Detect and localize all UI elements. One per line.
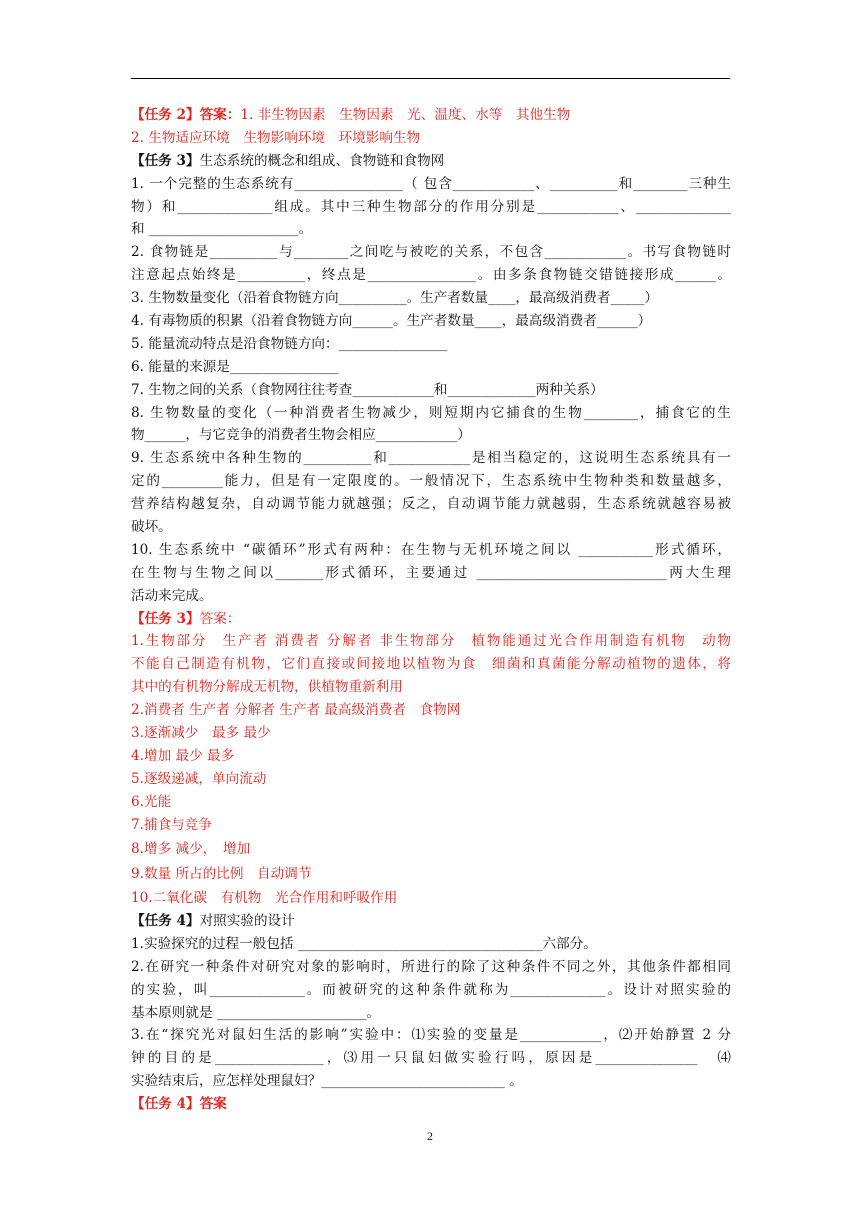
text-run: 8.增多 减少， 增加 bbox=[131, 841, 251, 858]
text-line bbox=[131, 768, 731, 791]
text-line bbox=[131, 956, 731, 979]
text-run: 2.消费者 生产者 分解者 生产者 最高级消费者 食物网 bbox=[131, 702, 461, 719]
text-run: 【任务 3】 bbox=[131, 610, 200, 627]
text-line bbox=[131, 516, 731, 539]
text-line bbox=[131, 356, 731, 379]
text-run: 10.二氧化碳 有机物 光合作用和呼吸作用 bbox=[131, 890, 398, 907]
page-number: 2 bbox=[427, 1129, 433, 1143]
text-run: 5. 能量流动特点是沿食物链方向：________________ bbox=[131, 335, 448, 352]
text-run: 物______，与它竞争的消费者生物会相应____________） bbox=[131, 427, 471, 444]
text-line bbox=[131, 863, 731, 886]
text-line bbox=[131, 127, 731, 150]
text-run: 活动来完成。 bbox=[131, 587, 213, 604]
text-line bbox=[131, 933, 731, 956]
text-line bbox=[131, 218, 731, 241]
text-line bbox=[131, 1093, 731, 1116]
text-line bbox=[131, 979, 731, 1002]
text-run: 其中的有机物分解成无机物，供植物重新利用 bbox=[131, 679, 403, 696]
text-line bbox=[131, 1002, 731, 1025]
text-line bbox=[131, 470, 731, 493]
text-line bbox=[131, 402, 731, 425]
text-line bbox=[131, 104, 731, 127]
text-run: 对照实验的设计 bbox=[199, 912, 295, 929]
text-run: 营养结构越复杂，自动调节能力就越强；反之，自动调节能力就越弱，生态系统就越容易被 bbox=[131, 496, 731, 513]
text-line bbox=[131, 310, 731, 333]
text-line bbox=[131, 745, 731, 768]
text-run: 破坏。 bbox=[131, 519, 172, 536]
text-run: 1. 一个完整的生态系统有________________（ 包含____________、__________和________三种生 bbox=[131, 175, 731, 192]
text-run: 4.增加 最少 最多 bbox=[131, 747, 235, 764]
text-run: 实验结束后，应怎样处理鼠妇？___________________________ 。 bbox=[131, 1073, 523, 1090]
text-line bbox=[131, 791, 731, 814]
text-line bbox=[131, 838, 731, 861]
text-run: 在生物与生物之间以_______形式循环，主要通过 ____________________________两大生理 bbox=[131, 564, 731, 581]
text-run: 3.逐渐减少 最多 最少 bbox=[131, 725, 271, 742]
text-line bbox=[131, 1047, 731, 1070]
text-run: 2. 食物链是__________与________之间吃与被吃的关系，不包含____________。书写食物链时 bbox=[131, 244, 731, 261]
text-run: 【任务 3】 bbox=[131, 152, 200, 169]
text-run: 4. 有毒物质的积累（沿着食物链方向______。生产者数量____，最高级消费者______） bbox=[131, 313, 652, 330]
text-run: 定的_________能力，但是有一定限度的。一般情况下，生态系统中生物种类和数量越多， bbox=[131, 473, 731, 490]
text-line bbox=[131, 493, 731, 516]
text-line bbox=[131, 887, 731, 910]
text-run: 7. 生物之间的关系（食物网往往考查____________和_____________两种关系） bbox=[131, 381, 604, 398]
text-run: 2.在研究一种条件对研究对象的影响时，所进行的除了这种条件不同之外，其他条件都相同 bbox=[131, 958, 731, 975]
text-line bbox=[131, 630, 731, 653]
text-line bbox=[131, 333, 731, 356]
text-line bbox=[131, 676, 731, 699]
text-line bbox=[131, 910, 731, 933]
text-line bbox=[131, 722, 731, 745]
text-line bbox=[131, 1024, 731, 1047]
text-line bbox=[131, 196, 731, 219]
text-run: 5.逐级递减，单向流动 bbox=[131, 770, 267, 787]
text-run: 钟的目的是________________，⑶用一只鼠妇做实验行吗，原因是_______________ ⑷ bbox=[131, 1050, 731, 1067]
text-run: 1.实验探究的过程一般包括 ____________________________________六部分。 bbox=[131, 935, 597, 952]
text-run: 7.捕食与竞争 bbox=[131, 816, 212, 833]
text-line bbox=[131, 379, 731, 402]
header-rule bbox=[131, 78, 730, 79]
text-line bbox=[131, 608, 731, 631]
text-line bbox=[131, 562, 731, 585]
text-line bbox=[131, 1070, 731, 1093]
text-run: 9.数量 所占的比例 自动调节 bbox=[131, 865, 312, 882]
text-run: 物）和______________组成。其中三种生物部分的作用分别是____________、______________ bbox=[131, 198, 731, 215]
text-run: 基本原则就是 ______________________。 bbox=[131, 1004, 381, 1021]
text-run: 注意起点始终是__________，终点是________________。由多条食物链交错链接形成______。 bbox=[131, 267, 731, 284]
text-run: 答案： bbox=[199, 610, 241, 627]
text-run: 不能自己制造有机物，它们直接或间接地以植物为食 细菌和真菌能分解动植物的遗体，将 bbox=[131, 656, 731, 673]
text-line bbox=[131, 447, 731, 470]
text-line bbox=[131, 264, 731, 287]
text-run: 【任务 4】答案 bbox=[131, 1096, 227, 1113]
text-run: 10. 生态系统中 “碳循环”形式有两种：在生物与无机环境之间以 ___________形式循环， bbox=[131, 541, 731, 558]
text-line bbox=[131, 814, 731, 837]
text-run: 2. 生物适应环境 生物影响环境 环境影响生物 bbox=[131, 129, 421, 146]
text-run: 【任务 4】 bbox=[131, 912, 200, 929]
text-line bbox=[131, 424, 731, 447]
text-line bbox=[131, 653, 731, 676]
text-line bbox=[131, 585, 731, 608]
text-run: 的实验，叫______________。而被研究的这种条件就称为______________。设计对照实验的 bbox=[131, 981, 731, 998]
text-run: 3. 生物数量变化（沿着食物链方向__________。生产者数量____，最高级消费者_____） bbox=[131, 290, 659, 307]
text-run: 3.在“探究光对鼠妇生活的影响”实验中：⑴实验的变量是____________，⑵开始静置 2 分 bbox=[131, 1027, 731, 1044]
text-line bbox=[131, 241, 731, 264]
text-run: 和 ______________________。 bbox=[131, 221, 313, 238]
text-line bbox=[131, 539, 731, 562]
text-line bbox=[131, 699, 731, 722]
text-run: 1.生物部分 生产者 消费者 分解者 非生物部分 植物能通过光合作用制造有机物 动物 bbox=[131, 633, 731, 650]
text-run: 生态系统的概念和组成、食物链和食物网 bbox=[199, 152, 445, 169]
text-run: 【任务 2】答案： bbox=[131, 107, 241, 123]
text-run: 6.光能 bbox=[131, 793, 172, 810]
text-run: 8. 生物数量的变化（一种消费者生物减少，则短期内它捕食的生物________，捕食它的生 bbox=[131, 404, 731, 421]
document-body bbox=[131, 104, 731, 1116]
text-line bbox=[131, 287, 731, 310]
text-run: 9. 生态系统中各种生物的__________和____________是相当稳定的，这说明生态系统具有一 bbox=[131, 450, 731, 467]
text-line bbox=[131, 173, 731, 196]
text-run: 6. 能量的来源是________________ bbox=[131, 358, 339, 375]
text-line bbox=[131, 150, 731, 173]
text-run: 1. 非生物因素 生物因素 光、温度、水等 其他生物 bbox=[240, 107, 571, 123]
